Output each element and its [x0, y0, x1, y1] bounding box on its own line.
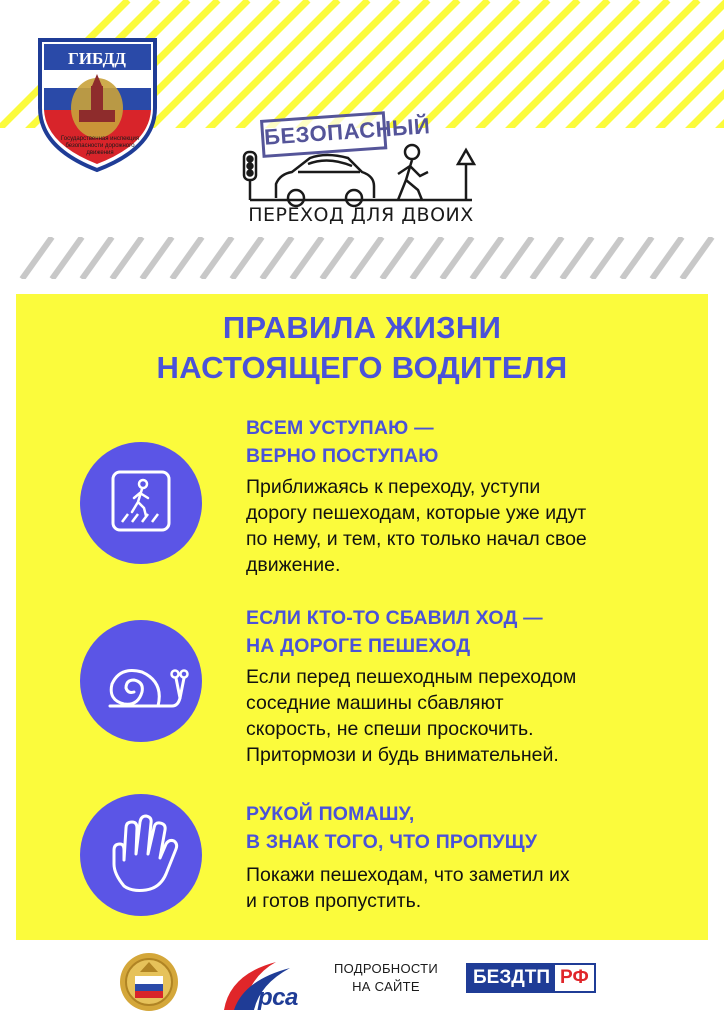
pedestrian-icon: [398, 145, 428, 200]
panel-title-line-1: ПРАВИЛА ЖИЗНИ: [222, 310, 502, 345]
emblem-caption-2: безопасности дорожного: [65, 143, 135, 149]
rule-1-heading: [246, 414, 696, 470]
site-suffix: РФ: [555, 965, 594, 991]
rule-1-body: [246, 474, 696, 578]
snail-icon: [80, 620, 202, 742]
panel-title: [16, 308, 708, 388]
details-line-2: НА САЙТЕ: [352, 979, 420, 994]
rule-2-body-line-3: скорость, не спеши проскочить.: [246, 718, 534, 740]
emblem-caption-3: движения: [86, 150, 114, 156]
rule-1-heading-line-1: ВСЕМ УСТУПАЮ —: [246, 417, 434, 439]
rule-1-heading-line-2: ВЕРНО ПОСТУПАЮ: [246, 445, 439, 467]
rule-2-body-line-2: соседние машины сбавляют: [246, 692, 504, 714]
site-main: БЕЗДТП: [468, 965, 555, 991]
rule-1-body-line-3: по нему, и тем, кто только начал свое: [246, 528, 587, 550]
rule-1-body-line-2: дорогу пешеходам, которые уже идут: [246, 502, 587, 524]
pedestrian-crossing-icon: [80, 442, 202, 564]
warning-sign-icon: [458, 150, 474, 200]
rule-2-body: [246, 664, 696, 768]
rule-2-body-line-1: Если перед пешеходным переходом: [246, 666, 577, 688]
details-label: [326, 960, 446, 996]
car-icon: [276, 155, 374, 206]
traffic-light-icon: [244, 152, 256, 200]
rule-2-heading-line-2: НА ДОРОГЕ ПЕШЕХОД: [246, 635, 471, 657]
gibdd-emblem: [30, 30, 165, 175]
rsa-logo: [220, 956, 314, 1012]
rule-2-circle: [80, 620, 202, 742]
hand-wave-icon: [80, 794, 202, 916]
rsa-text: рса: [258, 984, 298, 1011]
rule-3-heading: [246, 800, 696, 856]
rule-3-body-line-2: и готов пропустить.: [246, 890, 422, 912]
logo-caption: ПЕРЕХОД ДЛЯ ДВОИХ: [248, 204, 474, 226]
safe-crossing-logo: [236, 113, 486, 238]
rule-3-circle: [80, 794, 202, 916]
rule-1-body-line-1: Приближаясь к переходу, уступи: [246, 476, 541, 498]
gibdd-badge-icon: [118, 950, 180, 1014]
rule-2-heading: [246, 604, 696, 660]
details-line-1: ПОДРОБНОСТИ: [333, 961, 439, 976]
panel-title-line-2: НАСТОЯЩЕГО ВОДИТЕЛЯ: [156, 350, 568, 385]
rule-2-body-line-4: Притормози и будь внимательней.: [246, 744, 559, 766]
footer: [0, 940, 724, 1024]
emblem-caption-1: Государственная инспекция: [60, 136, 140, 142]
rule-3-heading-line-1: РУКОЙ ПОМАШУ,: [246, 803, 415, 825]
rule-3-heading-line-2: В ЗНАК ТОГО, ЧТО ПРОПУЩУ: [246, 831, 538, 853]
rule-3-body-line-1: Покажи пешеходам, что заметил их: [246, 864, 570, 886]
emblem-title: ГИБДД: [67, 49, 127, 68]
bezdtp-site-link[interactable]: [466, 963, 596, 993]
rule-1-body-line-4: движение.: [246, 554, 341, 576]
rules-panel: [16, 294, 708, 940]
stamp-text: БЕЗОПАСНЫЙ: [263, 113, 432, 150]
rule-1-circle: [80, 442, 202, 564]
middle-stripes: [0, 237, 724, 279]
rule-2-heading-line-1: ЕСЛИ КТО-ТО СБАВИЛ ХОД —: [246, 607, 543, 629]
rule-3-body: [246, 862, 696, 914]
